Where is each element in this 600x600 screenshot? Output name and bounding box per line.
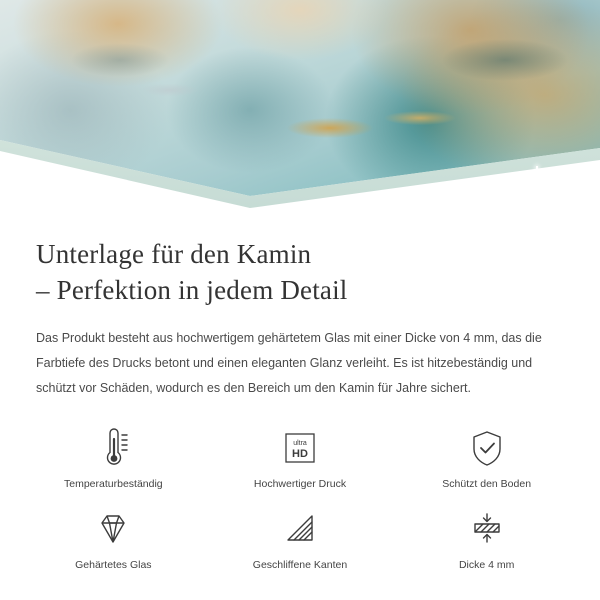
headline-line-1: Unterlage für den Kamin — [36, 239, 312, 269]
shield-check-icon — [465, 425, 509, 471]
body-paragraph: Das Produkt besteht aus hochwertigem gehärtetem Glas mit einer Dicke von 4 mm, das die Farbtiefe des Drucks betont und einen eleganten Glanz verleiht. Es ist hitzebeständig und schützt vor Schäden, wodurch es den Bereich um den Kamin für Jahre sichert. — [36, 331, 542, 396]
feature-label: Geschliffene Kanten — [252, 558, 348, 571]
polished-edges-icon — [278, 506, 322, 552]
hero-image — [0, 0, 600, 215]
feature-label: Temperaturbeständig — [64, 478, 163, 491]
feature-label: Dicke 4 mm — [458, 558, 515, 571]
feature-grid — [0, 425, 600, 572]
feature-item — [207, 506, 394, 573]
feature-label: Schützt den Boden — [442, 478, 532, 491]
sparkle-icon — [524, 166, 550, 192]
feature-item — [20, 425, 207, 492]
feature-label: Gehärtetes Glas — [75, 558, 152, 571]
headline-line-2: – Perfektion in jedem Detail — [36, 274, 348, 305]
page-title — [36, 237, 564, 308]
svg-text:HD: HD — [292, 448, 308, 461]
thickness-arrows-icon — [465, 506, 509, 552]
feature-item — [393, 425, 580, 492]
feature-item — [20, 506, 207, 573]
diamond-icon — [91, 506, 135, 552]
ultra-hd-icon — [278, 425, 322, 471]
feature-item — [207, 425, 394, 492]
sparkle-small-icon — [556, 178, 570, 192]
feature-label: Hochwertiger Druck — [253, 478, 347, 491]
thermometer-icon — [91, 425, 135, 471]
svg-text:ultra: ultra — [293, 440, 307, 448]
content-section — [0, 215, 600, 401]
feature-item — [393, 506, 580, 573]
